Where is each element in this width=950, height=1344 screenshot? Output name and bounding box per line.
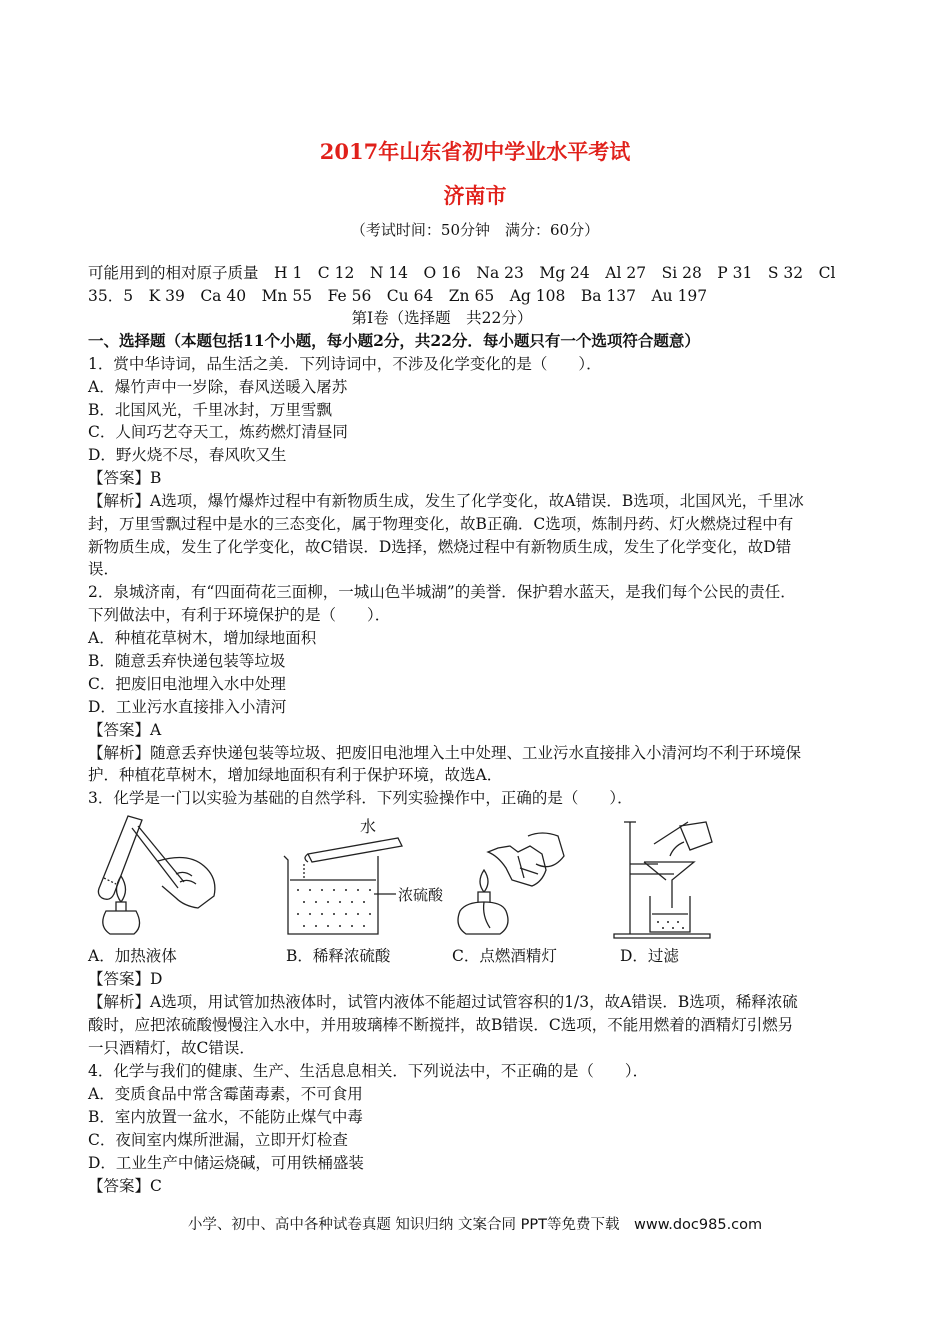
filtration-figure bbox=[614, 816, 724, 941]
analysis: 封，万里雪飘过程中是水的三态变化，属于物理变化，故B正确．C选项，炼制丹药、灯火燃烧过程中有 bbox=[88, 515, 794, 533]
option: D．野火烧不尽，春风吹又生 bbox=[88, 446, 287, 464]
option: B．北国风光，千里冰封，万里雪飘 bbox=[88, 401, 332, 419]
analysis: 【解析】A选项，用试管加热液体时，试管内液体不能超过试管容积的1/3，故A错误．B选项，稀释浓硫 bbox=[88, 993, 798, 1011]
light-lamp-figure bbox=[454, 816, 574, 941]
figure-caption-b: B．稀释浓硫酸 bbox=[286, 947, 391, 965]
answer: 【答案】B bbox=[88, 469, 162, 487]
answer: 【答案】D bbox=[88, 970, 163, 988]
text-line: 35．5 K 39 Ca 40 Mn 55 Fe 56 Cu 64 Zn 65 Ag 108 Ba 137 Au 197 bbox=[88, 287, 708, 305]
answer: 【答案】A bbox=[88, 721, 162, 739]
option: C．把废旧电池埋入水中处理 bbox=[88, 675, 286, 693]
city-title: 济南市 bbox=[443, 183, 507, 208]
water-label: 水 bbox=[360, 817, 377, 836]
question-4: 4．化学与我们的健康、生产、生活息息相关．下列说法中，不正确的是（ ）． bbox=[88, 1062, 649, 1080]
figure-caption-c: C．点燃酒精灯 bbox=[452, 947, 557, 965]
text-line: 可能用到的相对原子质量 H 1 C 12 N 14 O 16 Na 23 Mg 24 Al 27 Si 28 P 31 S 32 Cl bbox=[88, 264, 836, 282]
page-footer: 小学、初中、高中各种试卷真题 知识归纳 文案合同 PPT等免费下载 www.doc985.com bbox=[187, 1217, 763, 1233]
answer: 【答案】C bbox=[88, 1177, 162, 1195]
analysis: 【解析】随意丢弃快递包装等垃圾、把废旧电池埋入土中处理、工业污水直接排入小清河均不利于环境保 bbox=[88, 744, 802, 762]
option: D．工业污水直接排入小清河 bbox=[88, 698, 287, 716]
option: B．室内放置一盆水，不能防止煤气中毒 bbox=[88, 1108, 363, 1126]
heating-liquid-figure bbox=[88, 816, 228, 941]
option: A．种植花草树木，增加绿地面积 bbox=[88, 629, 317, 647]
question-1: 1．赏中华诗词，品生活之美．下列诗词中，不涉及化学变化的是（ ）． bbox=[88, 355, 602, 373]
option: B．随意丢弃快递包装等垃圾 bbox=[88, 652, 286, 670]
option: C．夜间室内煤所泄漏，立即开灯检查 bbox=[88, 1131, 348, 1149]
dilute-acid-figure bbox=[274, 816, 444, 941]
question-2: 下列做法中，有利于环境保护的是（ ）． bbox=[88, 606, 391, 624]
question-2: 2．泉城济南，有“四面荷花三面柳，一城山色半城湖”的美誉．保护碧水蓝天，是我们每个公民的责任． bbox=[88, 583, 796, 601]
figure-caption-d: D．过滤 bbox=[620, 947, 679, 965]
analysis: 酸时，应把浓硫酸慢慢注入水中，并用玻璃棒不断搅拌，故B错误．C选项，不能用燃着的酒精灯引燃另 bbox=[88, 1016, 794, 1034]
section-heading: 第Ⅰ卷（选择题 共22分） bbox=[88, 309, 533, 327]
acid-label: 浓硫酸 bbox=[398, 886, 444, 904]
experiment-figures bbox=[88, 816, 888, 941]
option: A．变质食品中常含霉菌毒素，不可食用 bbox=[88, 1085, 363, 1103]
question-3: 3．化学是一门以实验为基础的自然学科．下列实验操作中，正确的是（ ）． bbox=[88, 789, 633, 807]
analysis: 误． bbox=[88, 560, 120, 578]
analysis: 一只酒精灯，故C错误． bbox=[88, 1039, 255, 1057]
option: D．工业生产中储运烧碱，可用铁桶盛装 bbox=[88, 1154, 364, 1172]
analysis: 【解析】A选项，爆竹爆炸过程中有新物质生成，发生了化学变化，故A错误．B选项，北国风光，千里冰 bbox=[88, 492, 804, 510]
section-title: 一、选择题（本题包括11个小题，每小题2分，共22分．每小题只有一个选项符合题意） bbox=[88, 331, 700, 350]
analysis: 新物质生成，发生了化学变化，故C错误．D选择，燃烧过程中有新物质生成，发生了化学变化，故D错 bbox=[88, 538, 792, 556]
exam-title: 2017年山东省初中学业水平考试 bbox=[319, 139, 631, 164]
option: A．爆竹声中一岁除，春风送暖入屠苏 bbox=[88, 378, 348, 396]
analysis: 护．种植花草树木，增加绿地面积有利于保护环境，故选A． bbox=[88, 766, 503, 784]
option: C．人间巧艺夺天工，炼药燃灯清昼同 bbox=[88, 423, 348, 441]
figure-caption-a: A．加热液体 bbox=[88, 947, 177, 965]
exam-info: （考试时间：50分钟 满分：60分） bbox=[350, 221, 600, 239]
